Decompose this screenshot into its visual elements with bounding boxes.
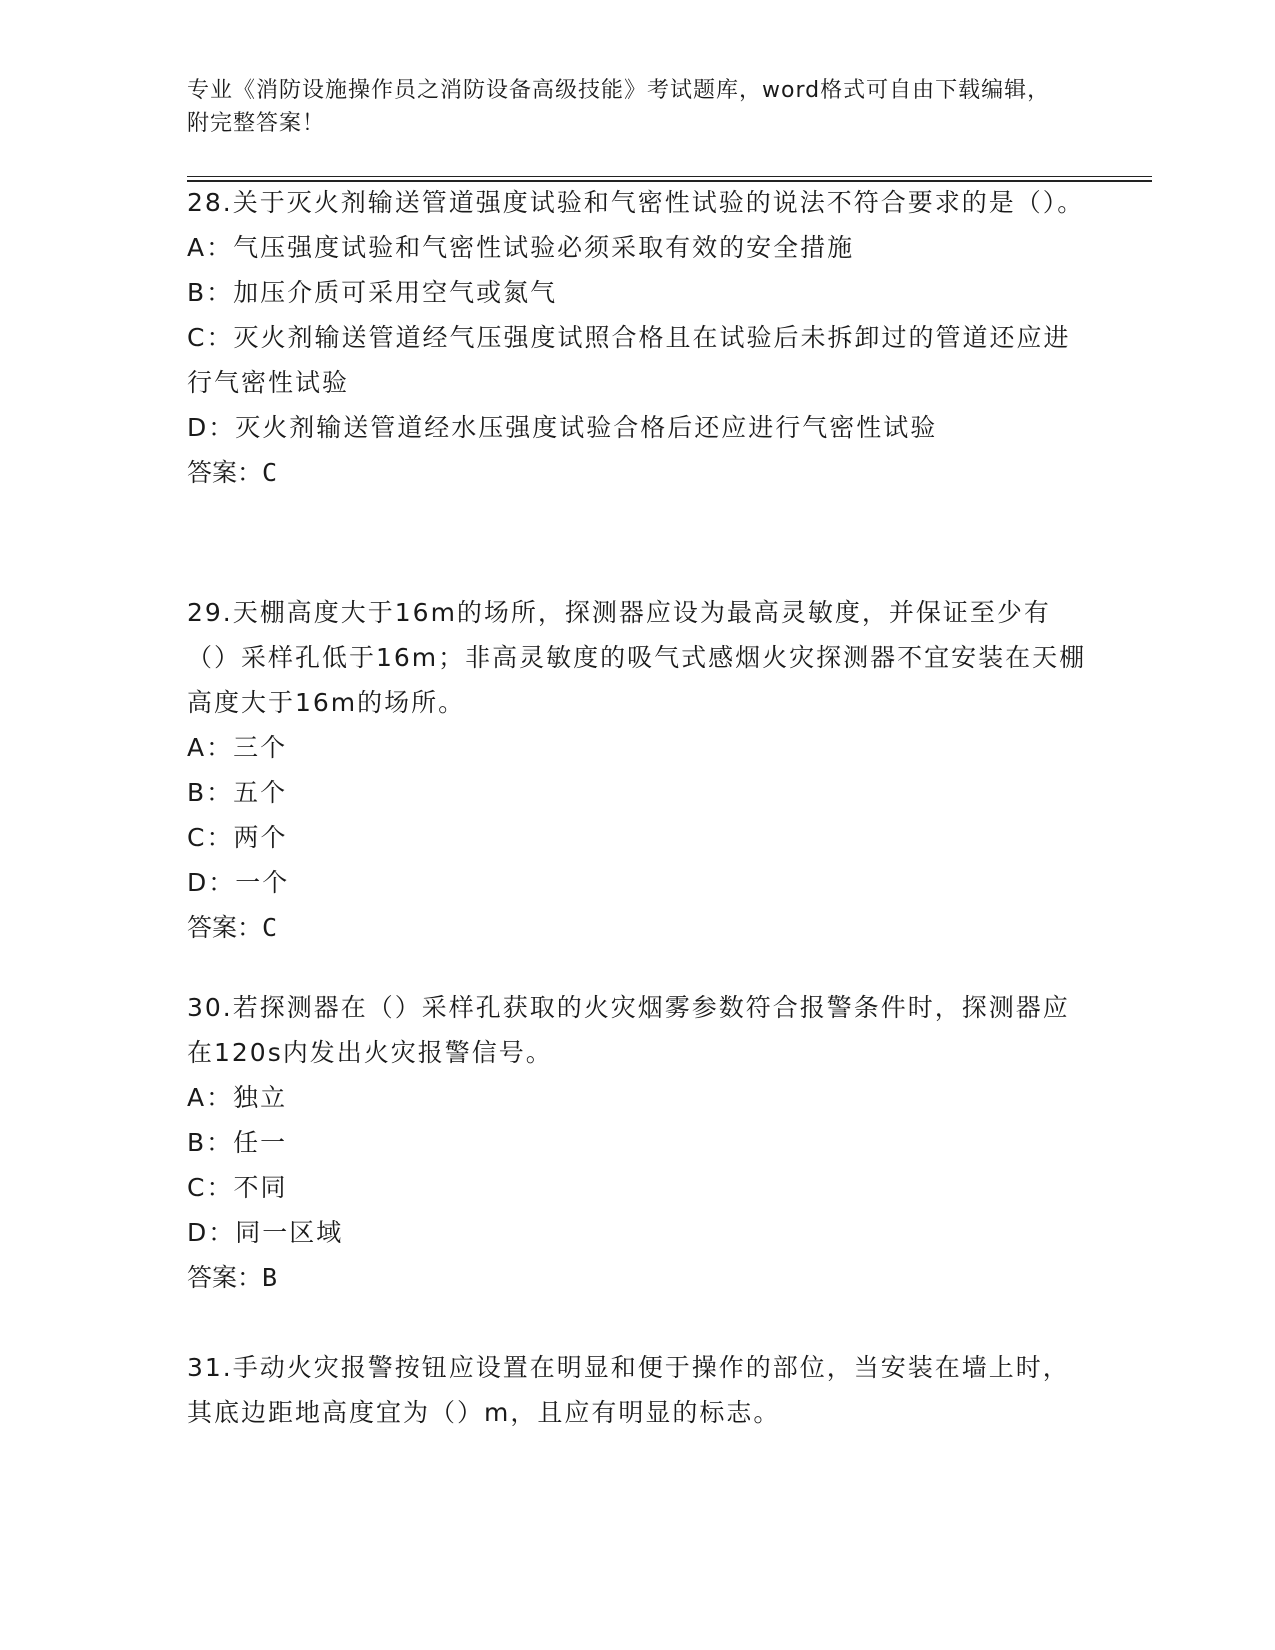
option-c: C：不同 <box>187 1173 288 1202</box>
answer-label: 答案： <box>187 458 263 487</box>
answer-label: 答案： <box>187 1263 263 1292</box>
option-a: A：三个 <box>187 733 288 762</box>
document-header: 专业《消防设施操作员之消防设备高级技能》考试题库，word格式可自由下载编辑，附完整答案！ <box>187 78 1051 136</box>
answer-label: 答案： <box>187 913 263 942</box>
question-31 <box>187 1345 1087 1435</box>
option-b: B：加压介质可采用空气或氮气 <box>187 278 558 307</box>
answer-line <box>187 450 1087 495</box>
question-stem: 29.天棚高度大于16m的场所，探测器应设为最高灵敏度，并保证至少有（）采样孔低于16m；非高灵敏度的吸气式感烟火灾探测器不宜安装在天棚高度大于16m的场所。 <box>187 598 1087 717</box>
option-c: C：灭火剂输送管道经气压强度试照合格且在试验后未拆卸过的管道还应进行气密性试验 <box>187 323 1071 397</box>
option-c: C：两个 <box>187 823 288 852</box>
answer-line <box>187 1255 1087 1300</box>
question-28 <box>187 180 1087 495</box>
answer-value: B <box>262 1263 278 1292</box>
option-b: B：任一 <box>187 1128 288 1157</box>
option-d: D：一个 <box>187 868 290 897</box>
option-d: D：灭火剂输送管道经水压强度试验合格后还应进行气密性试验 <box>187 413 938 442</box>
option-d: D：同一区域 <box>187 1218 344 1247</box>
header-rule-thin <box>187 176 1152 177</box>
answer-value: C <box>262 458 278 487</box>
answer-line <box>187 905 1087 950</box>
option-a: A：气压强度试验和气密性试验必须采取有效的安全措施 <box>187 233 855 262</box>
question-stem: 31.手动火灾报警按钮应设置在明显和便于操作的部位，当安装在墙上时，其底边距地高度宜为（）m，且应有明显的标志。 <box>187 1353 1070 1427</box>
question-29 <box>187 590 1087 950</box>
question-30 <box>187 985 1087 1300</box>
question-stem: 30.若探测器在（）采样孔获取的火灾烟雾参数符合报警条件时，探测器应在120s内发出火灾报警信号。 <box>187 993 1070 1067</box>
option-a: A：独立 <box>187 1083 288 1112</box>
option-b: B：五个 <box>187 778 288 807</box>
question-stem: 28.关于灭火剂输送管道强度试验和气密性试验的说法不符合要求的是（）。 <box>187 188 1085 217</box>
answer-value: C <box>262 913 278 942</box>
